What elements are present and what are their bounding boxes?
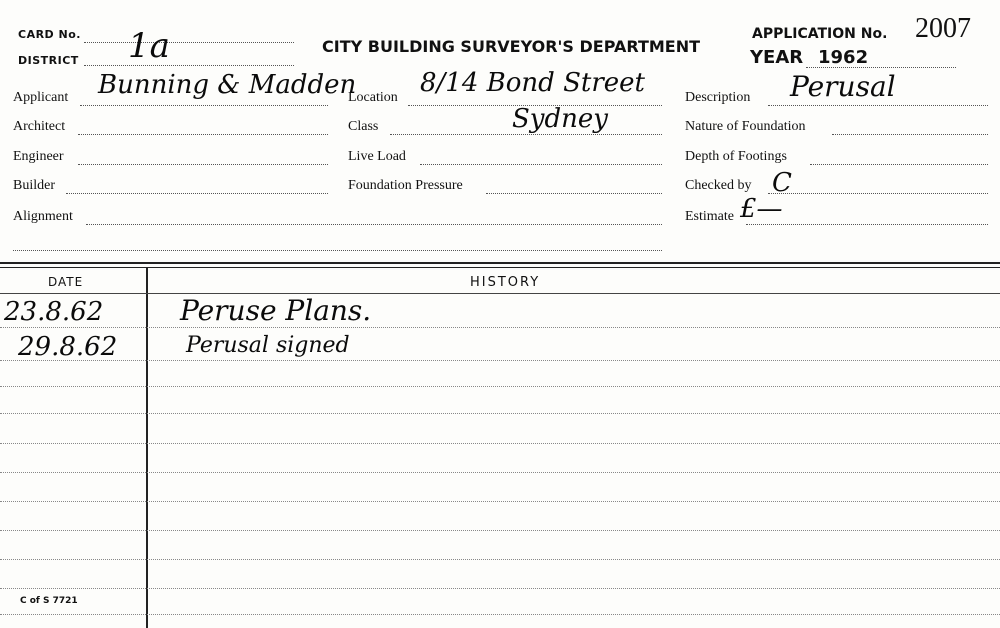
checked-by-label: Checked by xyxy=(685,178,752,193)
applicant-label: Applicant xyxy=(13,90,69,105)
applicant-value: Bunning & Madden xyxy=(98,70,357,100)
checked-by-line xyxy=(768,193,988,194)
engineer-line xyxy=(78,164,328,165)
location-value-2: Sydney xyxy=(512,104,608,134)
architect-line xyxy=(78,134,328,135)
history-rule xyxy=(0,327,1000,328)
class-line xyxy=(390,134,662,135)
description-line xyxy=(768,105,988,106)
history-rule xyxy=(0,386,1000,387)
description-label: Description xyxy=(685,90,751,105)
live-load-line xyxy=(420,164,662,165)
history-rule xyxy=(0,530,1000,531)
history-entry: Perusal signed xyxy=(186,333,350,358)
estimate-value: £— xyxy=(740,194,783,224)
year-line xyxy=(806,67,956,68)
section-divider xyxy=(0,262,1000,264)
builder-label: Builder xyxy=(13,178,55,193)
district-label: DISTRICT xyxy=(18,54,79,67)
card-no-line xyxy=(84,42,294,43)
depth-of-footings-label: Depth of Footings xyxy=(685,149,787,164)
class-label: Class xyxy=(348,119,379,134)
history-rule xyxy=(0,443,1000,444)
history-column-header: HISTORY xyxy=(470,275,541,290)
department-title: CITY BUILDING SURVEYOR'S DEPARTMENT xyxy=(322,37,701,56)
description-value: Perusal xyxy=(790,70,896,103)
application-label: APPLICATION No. xyxy=(752,26,888,42)
engineer-label: Engineer xyxy=(13,149,64,164)
alignment-line xyxy=(86,224,662,225)
history-rule xyxy=(0,413,1000,414)
column-divider xyxy=(146,268,148,628)
history-date: 23.8.62 xyxy=(4,297,104,327)
estimate-line xyxy=(746,224,988,225)
architect-label: Architect xyxy=(13,119,66,134)
builder-line xyxy=(66,193,328,194)
applicant-line xyxy=(80,105,328,106)
nature-of-foundation-line xyxy=(832,134,988,135)
history-rule xyxy=(0,501,1000,502)
card-value: 1a xyxy=(128,26,170,66)
foundation-pressure-line xyxy=(486,193,662,194)
history-rule xyxy=(0,293,1000,294)
location-value: 8/14 Bond Street xyxy=(420,68,645,98)
year-label: YEAR xyxy=(750,47,804,68)
location-label: Location xyxy=(348,90,398,105)
live-load-label: Live Load xyxy=(348,149,406,164)
application-number: 2007 xyxy=(915,13,971,44)
history-rule xyxy=(0,559,1000,560)
blank-line xyxy=(13,250,662,251)
year-value: 1962 xyxy=(818,47,869,68)
history-entry: Peruse Plans. xyxy=(180,294,372,327)
history-rule xyxy=(0,360,1000,361)
estimate-label: Estimate xyxy=(685,209,734,224)
history-date: 29.8.62 xyxy=(18,332,118,362)
depth-of-footings-line xyxy=(810,164,988,165)
foundation-pressure-label: Foundation Pressure xyxy=(348,178,463,193)
card-no-label: CARD No. xyxy=(18,28,81,41)
section-divider-thin xyxy=(0,267,1000,268)
checked-by-value: C xyxy=(772,168,792,198)
form-code: C of S 7721 xyxy=(20,596,78,606)
nature-of-foundation-label: Nature of Foundation xyxy=(685,119,806,134)
district-line xyxy=(84,65,294,66)
history-rule xyxy=(0,614,1000,615)
date-column-header: DATE xyxy=(48,275,84,289)
history-rule xyxy=(0,588,1000,589)
alignment-label: Alignment xyxy=(13,209,73,224)
history-rule xyxy=(0,472,1000,473)
